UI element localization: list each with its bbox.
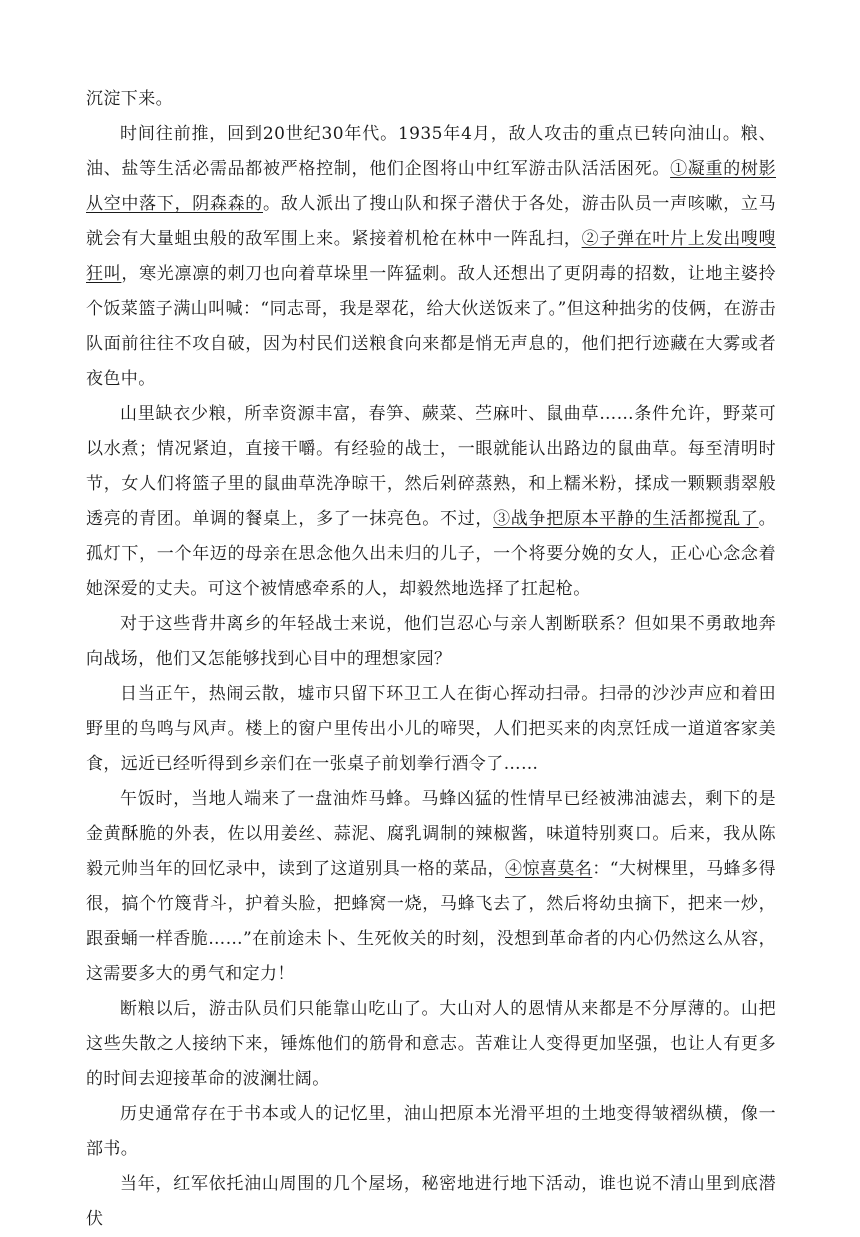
text-segment: 当年，红军依托油山周围的几个屋场，秘密地进行地下活动，谁也说不清山里到底潜伏 xyxy=(86,1174,776,1229)
paragraph xyxy=(86,1167,776,1237)
paragraph xyxy=(86,82,776,117)
text-segment: 山里缺衣少粮，所幸资源丰富，春笋、蕨菜、苎麻叶、鼠曲草……条件允许，野菜可以水煮；情况紧迫，直接干嚼。有经验的战士，一眼就能认出路边的鼠曲草。每至清明时节，女人们将篮子里的鼠曲草洗净晾干，然后剁碎蒸熟，和上糯米粉，揉成一颗颗翡翠般透亮的青团。单调的餐桌上，多了一抹亮色。不过， xyxy=(86,404,776,529)
paragraph xyxy=(86,677,776,782)
text-segment: 午饭时，当地人端来了一盘油炸马蜂。马蜂凶猛的性情早已经被沸油滤去，剩下的是金黄酥脆的外表，佐以用姜丝、蒜泥、腐乳调制的辣椒酱，味道特别爽口。后来，我从陈毅元帅当年的回忆录中，读到了这道别具一格的菜品， xyxy=(86,789,776,879)
paragraph xyxy=(86,607,776,677)
text-segment: 沉淀下来。 xyxy=(86,89,173,109)
underlined-phrase: ③战争把原本平静的生活都搅乱了 xyxy=(493,509,759,529)
text-segment: 对于这些背井离乡的年轻战士来说，他们岂忍心与亲人割断联系？但如果不勇敢地奔向战场，他们又怎能够找到心目中的理想家园？ xyxy=(86,614,776,669)
text-segment: ：“大树棵里，马蜂多得很，搞个竹篾背斗，护着头脸，把蜂窝一烧，马蜂飞去了，然后将幼虫摘下，把来一炒，跟蚕蛹一样香脆……”在前途未卜、生死攸关的时刻，没想到革命者的内心仍然这么从容，这需要多大的勇气和定力！ xyxy=(86,859,776,984)
underlined-phrase: ②子弹在叶片上发出嗖嗖狂叫 xyxy=(86,229,776,284)
text-segment: 。孤灯下，一个年迈的母亲在思念他久出未归的儿子，一个将要分娩的女人，正心心念念着她深爱的丈夫。可这个被情感牵系的人，却毅然地选择了扛起枪。 xyxy=(86,509,776,599)
text-segment: 时间往前推，回到20世纪30年代。1935年4月，敌人攻击的重点已转向油山。粮、油、盐等生活必需品都被严格控制，他们企图将山中红军游击队活活困死。 xyxy=(86,124,776,179)
text-segment: ，寒光凛凛的刺刀也向着草垛里一阵猛刺。敌人还想出了更阴毒的招数，让地主婆拎个饭菜篮子满山叫喊：“同志哥，我是翠花，给大伙送饭来了。”但这种拙劣的伎俩，在游击队面前往往不攻自破，因为村民们送粮食向来都是悄无声息的，他们把行迹藏在大雾或者夜色中。 xyxy=(86,264,776,389)
paragraph xyxy=(86,397,776,607)
paragraph xyxy=(86,992,776,1097)
text-segment: 日当正午，热闹云散，墟市只留下环卫工人在街心挥动扫帚。扫帚的沙沙声应和着田野里的鸟鸣与风声。楼上的窗户里传出小儿的啼哭，人们把买来的肉烹饪成一道道客家美食，远近已经听得到乡亲们在一张桌子前划拳行酒令了…… xyxy=(86,684,776,774)
paragraph xyxy=(86,117,776,397)
article-body xyxy=(86,82,776,1237)
text-segment: 断粮以后，游击队员们只能靠山吃山了。大山对人的恩情从来都是不分厚薄的。山把这些失散之人接纳下来，锤炼他们的筋骨和意志。苦难让人变得更加坚强，也让人有更多的时间去迎接革命的波澜壮阔。 xyxy=(86,999,776,1089)
underlined-phrase: ④惊喜莫名 xyxy=(505,859,593,879)
paragraph xyxy=(86,1097,776,1167)
underlined-phrase: ①凝重的树影从空中落下，阴森森的 xyxy=(86,159,776,214)
paragraph xyxy=(86,782,776,992)
text-segment: 历史通常存在于书本或人的记忆里，油山把原本光滑平坦的土地变得皱褶纵横，像一部书。 xyxy=(86,1104,776,1159)
text-segment: 。敌人派出了搜山队和探子潜伏于各处，游击队员一声咳嗽，立马就会有大量蛆虫般的敌军围上来。紧接着机枪在林中一阵乱扫， xyxy=(86,194,776,249)
